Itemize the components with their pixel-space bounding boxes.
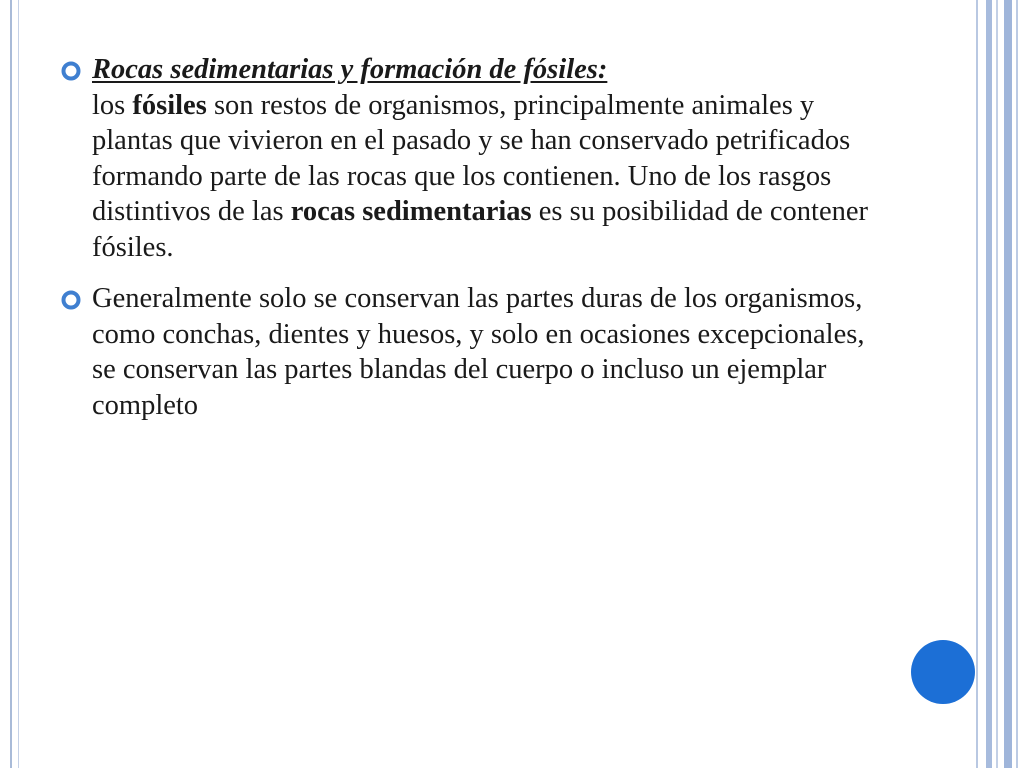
right-stripe [996,0,998,768]
right-stripe [1004,0,1012,768]
ring-bullet-icon [60,60,82,82]
ring-bullet-icon [60,289,82,311]
bullet-text: los [92,89,133,121]
bullet-heading: Rocas sedimentarias y formación de fósiles: [92,54,608,85]
bullet-text: es su posibilidad de contener fósiles. [92,196,869,263]
bullet-text: Generalmente solo se conservan las partes duras de los organismos, como conchas, dientes y huesos, y solo en ocasiones excepcionales, se conservan las partes blandas del cuerpo o incluso un ejemplar completo [92,283,865,421]
right-stripe [986,0,992,768]
right-stripe [976,0,978,768]
bold-term: fósiles [132,89,207,121]
bold-term: rocas sedimentarias [290,196,532,227]
left-border-line [10,0,12,768]
left-border-line-inner [18,0,19,768]
right-stripe [1016,0,1018,768]
bullet-item-2 [60,281,890,423]
slide-body [60,52,890,439]
decorative-circle [911,640,975,704]
bullet-item-1 [60,52,890,265]
bullet-text: son restos de organismos, principalmente animales y plantas que vivieron en el pasado y se han conservado petrificados formando parte de las rocas que los contienen. Uno de los rasgos distintivos de las [92,89,851,227]
